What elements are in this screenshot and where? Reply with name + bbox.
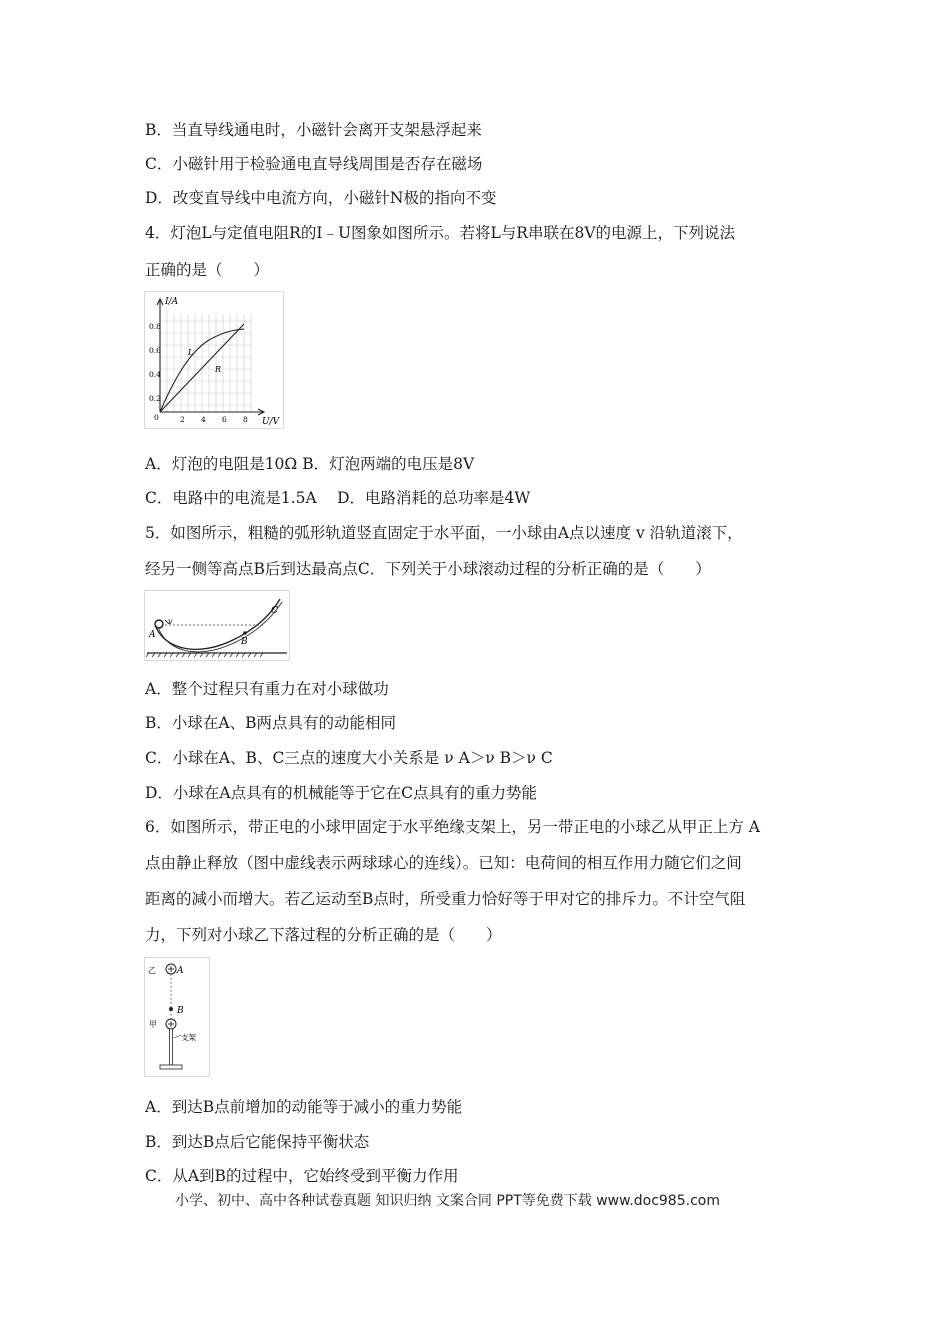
q5-option-c: C．小球在A、B、C三点的速度大小关系是 ν A＞ν B＞ν C bbox=[145, 749, 553, 767]
ball-a bbox=[155, 620, 163, 628]
x-tick-2: 2 bbox=[180, 415, 185, 424]
q3-option-c: C．小磁针用于检验通电直导线周围是否存在磁场 bbox=[145, 155, 483, 173]
y-tick-0.2: 0.2 bbox=[149, 394, 161, 403]
q4-iu-graph-svg bbox=[145, 292, 283, 428]
x-tick-8: 8 bbox=[243, 415, 248, 424]
curve-l-label: L bbox=[188, 348, 194, 357]
page-footer: 小学、初中、高中各种试卷真题 知识归纳 文案合同 PPT等免费下载 www.doc985.com bbox=[175, 1193, 720, 1209]
q6-stem-line2: 点由静止释放（图中虚线表示两球球心的连线）。已知：电荷间的相互作用力随它们之间 bbox=[145, 854, 742, 872]
q6-stem-line4: 力，下列对小球乙下落过程的分析正确的是（ ） bbox=[145, 926, 502, 944]
q6-charges-svg bbox=[145, 958, 209, 1076]
q5-option-a: A．整个过程只有重力在对小球做功 bbox=[145, 680, 389, 698]
point-b bbox=[169, 1007, 173, 1011]
q4-option-line2: C．电路中的电流是1.5A D．电路消耗的总功率是4W bbox=[145, 489, 531, 507]
arc-track-inner bbox=[158, 602, 282, 652]
x-tick-4: 4 bbox=[201, 415, 206, 424]
label-a: A bbox=[149, 630, 156, 640]
q3-option-b: B．当直导线通电时，小磁针会离开支架悬浮起来 bbox=[145, 121, 482, 139]
x-tick-6: 6 bbox=[222, 415, 227, 424]
q5-stem-line2: 经另一侧等高点B后到达最高点C．下列关于小球滚动过程的分析正确的是（ ） bbox=[145, 560, 711, 578]
line-r-label: R bbox=[215, 365, 222, 374]
q5-option-d: D．小球在A点具有的机械能等于它在C点具有的重力势能 bbox=[145, 784, 537, 802]
q3-option-d: D．改变直导线中电流方向，小磁针N极的指向不变 bbox=[145, 189, 497, 207]
q5-track-svg bbox=[145, 591, 289, 660]
q6-stem-line1: 6．如图所示，带正电的小球甲固定于水平绝缘支架上，另一带正电的小球乙从甲正上方 A bbox=[145, 818, 760, 836]
q6-option-a: A．到达B点前增加的动能等于减小的重力势能 bbox=[145, 1098, 463, 1116]
label-yi: 乙 bbox=[148, 966, 156, 975]
label-v: v bbox=[168, 617, 173, 626]
graph-xlabel: U/V bbox=[262, 417, 280, 427]
y-tick-0.4: 0.4 bbox=[149, 370, 161, 379]
support-base bbox=[160, 1065, 182, 1069]
origin-label: 0 bbox=[154, 413, 159, 422]
label-c: C bbox=[271, 606, 278, 616]
q6-option-c: C．从A到B的过程中，它始终受到平衡力作用 bbox=[145, 1167, 459, 1185]
q4-stem-line2: 正确的是（ ） bbox=[145, 261, 270, 279]
q4-iu-graph bbox=[144, 291, 284, 429]
graph-ylabel: I/A bbox=[165, 297, 179, 307]
label-jia: 甲 bbox=[149, 1020, 157, 1029]
arc-track bbox=[155, 599, 280, 649]
q6-option-b: B．到达B点后它能保持平衡状态 bbox=[145, 1133, 370, 1151]
q5-option-b: B．小球在A、B两点具有的动能相同 bbox=[145, 714, 396, 732]
point-b bbox=[243, 631, 247, 635]
y-tick-0.6: 0.6 bbox=[149, 346, 161, 355]
label-b: B bbox=[177, 1006, 184, 1016]
support-rod bbox=[170, 1029, 173, 1065]
q5-stem-line1: 5．如图所示，粗糙的弧形轨道竖直固定于水平面，一小球由A点以速度 v 沿轨道滚下， bbox=[145, 524, 743, 542]
label-a: A bbox=[177, 966, 184, 976]
q6-charges-figure bbox=[144, 957, 210, 1077]
q4-option-line1: A．灯泡的电阻是10Ω B．灯泡两端的电压是8V bbox=[145, 455, 475, 473]
y-tick-0.8: 0.8 bbox=[149, 322, 161, 331]
q6-stem-line3: 距离的减小而增大。若乙运动至B点时，所受重力恰好等于甲对它的排斥力。不计空气阻 bbox=[145, 890, 746, 908]
label-b: B bbox=[241, 637, 248, 647]
label-support: 支架 bbox=[181, 1033, 196, 1042]
q4-stem-line1: 4．灯泡L与定值电阻R的I﹣U图象如图所示。若将L与R串联在8V的电源上，下列说法 bbox=[145, 224, 736, 242]
q5-track-figure bbox=[144, 590, 290, 661]
